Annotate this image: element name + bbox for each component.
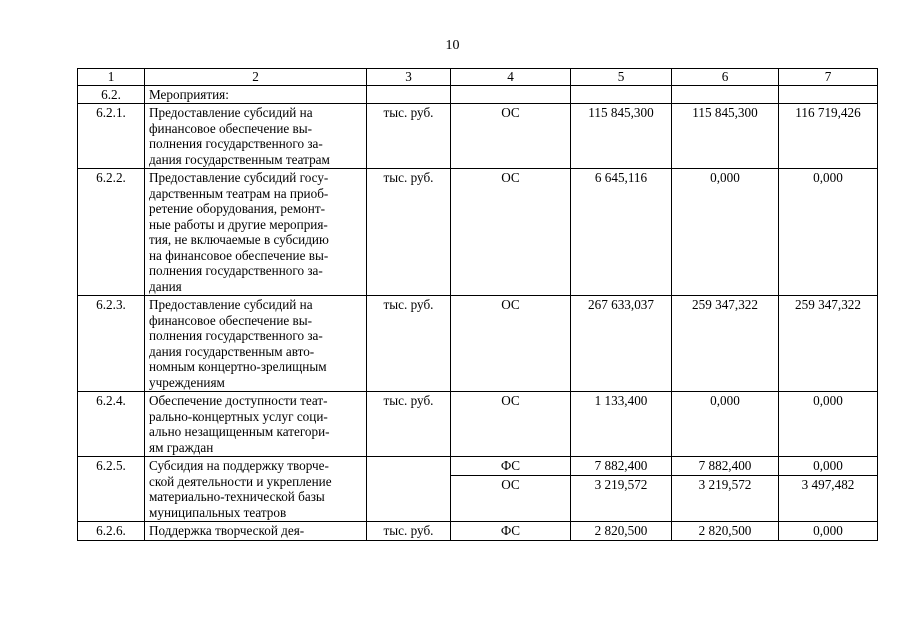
row-unit: тыс. руб. bbox=[367, 392, 451, 457]
section-title: Мероприятия: bbox=[145, 85, 367, 104]
row-source: ОС bbox=[451, 392, 571, 457]
row-value-7: 0,000 bbox=[779, 169, 878, 296]
text-line: дания bbox=[149, 278, 182, 294]
text-line: тия, не включаемые в субсидию bbox=[149, 232, 329, 247]
header-row bbox=[78, 69, 878, 86]
row-description bbox=[145, 392, 367, 457]
text-line: ям граждан bbox=[149, 439, 214, 455]
text-line: Субсидия на поддержку творче- bbox=[149, 458, 329, 473]
table-row bbox=[78, 296, 878, 392]
row-value-5: 3 219,572 bbox=[571, 476, 672, 522]
row-source: ОС bbox=[451, 104, 571, 169]
header-cell: 5 bbox=[571, 69, 672, 86]
table-row bbox=[78, 169, 878, 296]
row-value-5: 7 882,400 bbox=[571, 457, 672, 476]
text-line: полнения государственного за- bbox=[149, 263, 323, 278]
row-unit: тыс. руб. bbox=[367, 104, 451, 169]
row-value-7: 0,000 bbox=[779, 522, 878, 541]
text-line: полнения государственного за- bbox=[149, 328, 323, 343]
text-line: Обеспечение доступности теат- bbox=[149, 393, 328, 408]
text-line: Предоставление субсидий госу- bbox=[149, 170, 329, 185]
row-value-7: 116 719,426 bbox=[779, 104, 878, 169]
text-line: номным концертно-зрелищным bbox=[149, 359, 327, 374]
table-row bbox=[78, 522, 878, 541]
row-value-6: 3 219,572 bbox=[672, 476, 779, 522]
row-value-7: 0,000 bbox=[779, 457, 878, 476]
row-value-6: 2 820,500 bbox=[672, 522, 779, 541]
text-line: учреждениям bbox=[149, 374, 225, 390]
text-line: муниципальных театров bbox=[149, 504, 287, 520]
row-unit: тыс. руб. bbox=[367, 522, 451, 541]
header-cell: 1 bbox=[78, 69, 145, 86]
program-table bbox=[77, 68, 878, 541]
page-number: 10 bbox=[445, 38, 460, 53]
header-cell: 6 bbox=[672, 69, 779, 86]
text-line: ской деятельности и укрепление bbox=[149, 473, 332, 489]
text-line: Поддержка творческой дея- bbox=[149, 523, 305, 538]
row-description bbox=[145, 169, 367, 296]
text-line: полнения государственного за- bbox=[149, 136, 323, 151]
table-row bbox=[78, 104, 878, 169]
row-value-6: 259 347,322 bbox=[672, 296, 779, 392]
row-value-5: 6 645,116 bbox=[571, 169, 672, 296]
row-number: 6.2.5. bbox=[78, 457, 145, 522]
row-source: ОС bbox=[451, 169, 571, 296]
row-description bbox=[145, 522, 367, 541]
row-description bbox=[145, 457, 367, 522]
row-unit bbox=[367, 457, 451, 522]
text-line: материально-технической базы bbox=[149, 489, 325, 504]
row-unit: тыс. руб. bbox=[367, 169, 451, 296]
row-description bbox=[145, 296, 367, 392]
text-line: рально-концертных услуг соци- bbox=[149, 408, 328, 424]
text-line: Предоставление субсидий на bbox=[149, 297, 313, 312]
row-number: 6.2.6. bbox=[78, 522, 145, 541]
row-value-5: 267 633,037 bbox=[571, 296, 672, 392]
row-value-7: 3 497,482 bbox=[779, 476, 878, 522]
text-line: финансовое обеспечение вы- bbox=[149, 312, 313, 328]
row-number: 6.2.4. bbox=[78, 392, 145, 457]
row-source: ФС bbox=[451, 457, 571, 476]
text-line: на финансовое обеспечение вы- bbox=[149, 247, 329, 263]
text-line: ретение оборудования, ремонт- bbox=[149, 201, 325, 216]
row-value-6: 115 845,300 bbox=[672, 104, 779, 169]
row-description bbox=[145, 104, 367, 169]
text-line: ально незащищенным категори- bbox=[149, 424, 330, 439]
text-line: дания государственным театрам bbox=[149, 151, 330, 167]
text-line: финансовое обеспечение вы- bbox=[149, 120, 313, 136]
row-source: ОС bbox=[451, 296, 571, 392]
table-row bbox=[78, 457, 878, 476]
header-cell: 2 bbox=[145, 69, 367, 86]
row-value-5: 115 845,300 bbox=[571, 104, 672, 169]
row-number: 6.2.1. bbox=[78, 104, 145, 169]
header-cell: 3 bbox=[367, 69, 451, 86]
row-value-7: 0,000 bbox=[779, 392, 878, 457]
row-unit: тыс. руб. bbox=[367, 296, 451, 392]
row-value-7: 259 347,322 bbox=[779, 296, 878, 392]
text-line: Предоставление субсидий на bbox=[149, 105, 313, 120]
row-number: 6.2.3. bbox=[78, 296, 145, 392]
row-source: ФС bbox=[451, 522, 571, 541]
section-number: 6.2. bbox=[78, 85, 145, 104]
row-value-6: 7 882,400 bbox=[672, 457, 779, 476]
text-line: дания государственным авто- bbox=[149, 343, 315, 359]
row-value-5: 1 133,400 bbox=[571, 392, 672, 457]
row-value-5: 2 820,500 bbox=[571, 522, 672, 541]
section-row bbox=[78, 85, 878, 104]
text-line: ные работы и другие мероприя- bbox=[149, 216, 328, 232]
table-row bbox=[78, 392, 878, 457]
row-source: ОС bbox=[451, 476, 571, 522]
text-line: дарственным театрам на приоб- bbox=[149, 185, 329, 201]
header-cell: 4 bbox=[451, 69, 571, 86]
row-value-6: 0,000 bbox=[672, 169, 779, 296]
row-number: 6.2.2. bbox=[78, 169, 145, 296]
row-value-6: 0,000 bbox=[672, 392, 779, 457]
header-cell: 7 bbox=[779, 69, 878, 86]
